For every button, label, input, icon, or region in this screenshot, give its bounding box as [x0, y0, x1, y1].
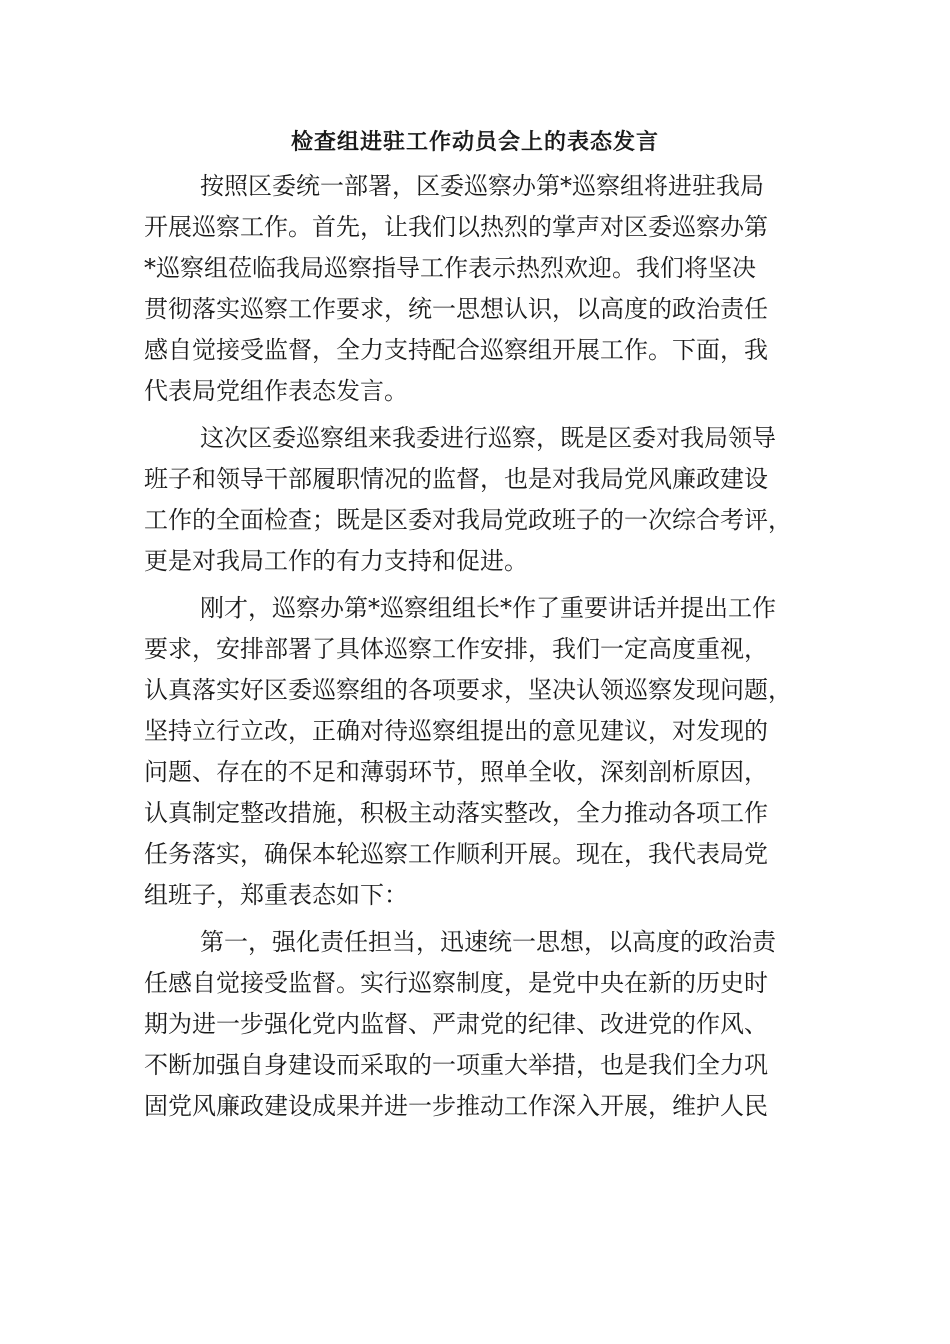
paragraph-line: 期为进一步强化党内监督、严肃党的纪律、改进党的作风、: [144, 1010, 768, 1038]
document-title: 检查组进驻工作动员会上的表态发言: [290, 129, 659, 155]
paragraph-line: 这次区委巡察组来我委进行巡察，既是区委对我局领导: [200, 424, 776, 452]
paragraph-line: 认真制定整改措施，积极主动落实整改，全力推动各项工作: [144, 799, 768, 827]
paragraph-line: *巡察组莅临我局巡察指导工作表示热烈欢迎。我们将坚决: [144, 254, 756, 282]
document-body: [144, 166, 804, 1127]
paragraph-4: [144, 922, 804, 1127]
paragraph-line: 刚才，巡察办第*巡察组组长*作了重要讲话并提出工作: [200, 594, 776, 622]
paragraph-line: 工作的全面检查；既是区委对我局党政班子的一次综合考评，: [144, 506, 792, 534]
paragraph-line: 问题、存在的不足和薄弱环节，照单全收，深刻剖析原因，: [144, 758, 768, 786]
paragraph-3: [144, 588, 804, 922]
paragraph-line: 任感自觉接受监督。实行巡察制度，是党中央在新的历史时: [144, 969, 768, 997]
paragraph-line: 组班子，郑重表态如下：: [144, 881, 408, 909]
paragraph-line: 感自觉接受监督，全力支持配合巡察组开展工作。下面，我: [144, 336, 768, 364]
paragraph-line: 代表局党组作表态发言。: [144, 377, 408, 405]
paragraph-line: 不断加强自身建设而采取的一项重大举措，也是我们全力巩: [144, 1051, 768, 1079]
paragraph-line: 坚持立行立改，正确对待巡察组提出的意见建议，对发现的: [144, 717, 768, 745]
paragraph-line: 班子和领导干部履职情况的监督，也是对我局党风廉政建设: [144, 465, 768, 493]
paragraph-line: 固党风廉政建设成果并进一步推动工作深入开展，维护人民: [144, 1092, 768, 1120]
paragraph-line: 开展巡察工作。首先，让我们以热烈的掌声对区委巡察办第: [144, 213, 768, 241]
paragraph-line: 贯彻落实巡察工作要求，统一思想认识，以高度的政治责任: [144, 295, 768, 323]
paragraph-line: 第一，强化责任担当，迅速统一思想，以高度的政治责: [200, 928, 776, 956]
paragraph-1: [144, 166, 804, 418]
paragraph-line: 更是对我局工作的有力支持和促进。: [144, 547, 528, 575]
paragraph-line: 任务落实，确保本轮巡察工作顺利开展。现在，我代表局党: [144, 840, 768, 868]
paragraph-line: 认真落实好区委巡察组的各项要求，坚决认领巡察发现问题，: [144, 676, 792, 704]
paragraph-line: 按照区委统一部署，区委巡察办第*巡察组将进驻我局: [200, 172, 764, 200]
paragraph-line: 要求，安排部署了具体巡察工作安排，我们一定高度重视，: [144, 635, 768, 663]
paragraph-2: [144, 418, 804, 588]
